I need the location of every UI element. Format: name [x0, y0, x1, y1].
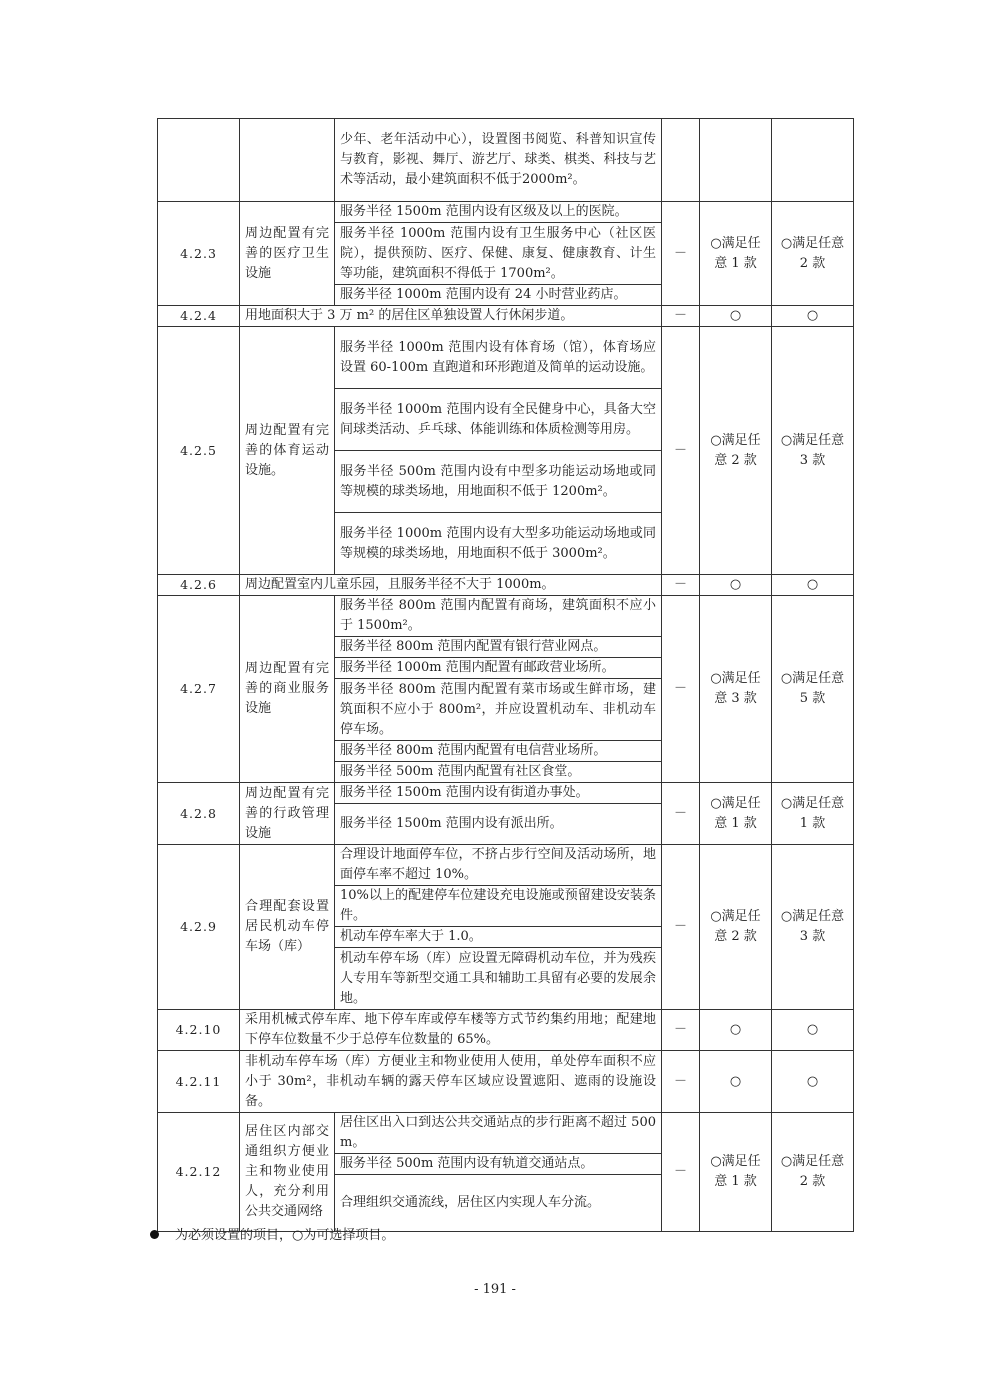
dash-cell: [662, 119, 700, 202]
basic-score-cell: [700, 119, 772, 202]
advanced-score-cell: ○: [772, 306, 854, 327]
basic-score-cell: ○: [700, 306, 772, 327]
advanced-score-cell: ○满足任意 2 款: [772, 202, 854, 306]
requirement-cell: 服务半径 1500m 范围内设有派出所。: [335, 804, 662, 845]
requirement-cell: 非机动车停车场（库）方便业主和物业使用人使用，单处停车面积不应小于 30m²，非机动车辆的露天停车区域应设置遮阳、遮雨的设施设备。: [240, 1051, 662, 1113]
dash-cell: －: [662, 1113, 700, 1232]
name-cell: [240, 119, 335, 202]
requirement-cell: 机动车停车率大于 1.0。: [335, 927, 662, 948]
requirement-cell: 服务半径 1000m 范围内配置有邮政营业场所。: [335, 658, 662, 679]
table-row-4-2-10: [158, 1010, 854, 1051]
item-code: 4.2.4: [158, 306, 240, 327]
evaluation-table: [157, 118, 854, 1232]
table-row-continuation: [158, 119, 854, 202]
footnote-text: 为必须设置的项目，○为可选择项目。: [175, 1228, 395, 1243]
advanced-score-cell: ○满足任意 5 款: [772, 596, 854, 783]
requirement-cell: 10%以上的配建停车位建设充电设施或预留建设安装条件。: [335, 886, 662, 927]
basic-score-cell: ○: [700, 1051, 772, 1113]
item-name: 居住区内部交通组织方便业主和物业使用人，充分利用公共交通网络: [240, 1113, 335, 1232]
item-code: 4.2.10: [158, 1010, 240, 1051]
filled-circle-icon: [150, 1230, 159, 1239]
requirement-cell: 少年、老年活动中心），设置图书阅览、科普知识宣传与教育，影视、舞厅、游艺厅、球类、棋类、科技与艺术等活动，最小建筑面积不低于2000m²。: [335, 119, 662, 202]
dash-cell: －: [662, 306, 700, 327]
basic-score-cell: ○满足任意 2 款: [700, 845, 772, 1010]
dash-cell: －: [662, 845, 700, 1010]
requirement-cell: 服务半径 1000m 范围内设有卫生服务中心（社区医院），提供预防、医疗、保健、康复、健康教育、计生等功能，建筑面积不得低于 1700m²。: [335, 223, 662, 285]
table-row-4-2-4: [158, 306, 854, 327]
page-number: - 191 -: [474, 1282, 516, 1297]
requirement-cell: 服务半径 1000m 范围内设有 24 小时营业药店。: [335, 285, 662, 306]
item-name: 周边配置有完善的行政管理设施: [240, 783, 335, 845]
requirement-cell: 服务半径 800m 范围内配置有商场，建筑面积不应小于 1500m²。: [335, 596, 662, 637]
item-name: 周边配置有完善的体育运动设施。: [240, 327, 335, 575]
item-name: 周边配置有完善的商业服务设施: [240, 596, 335, 783]
advanced-score-cell: [772, 119, 854, 202]
requirement-cell: 服务半径 1000m 范围内设有全民健身中心，具备大空间球类活动、乒乓球、体能训练和体质检测等用房。: [335, 389, 662, 451]
advanced-score-cell: ○: [772, 1051, 854, 1113]
basic-score-cell: ○满足任意 1 款: [700, 1113, 772, 1232]
table-row-4-2-7: [158, 596, 854, 637]
requirement-cell: 周边配置室内儿童乐园，且服务半径不大于 1000m。: [240, 575, 662, 596]
item-name: 周边配置有完善的医疗卫生设施: [240, 202, 335, 306]
requirement-cell: 居住区出入口到达公共交通站点的步行距离不超过 500m。: [335, 1113, 662, 1154]
item-code: 4.2.9: [158, 845, 240, 1010]
item-name: 合理配套设置居民机动车停车场（库）: [240, 845, 335, 1010]
advanced-score-cell: ○满足任意 1 款: [772, 783, 854, 845]
requirement-cell: 服务半径 800m 范围内配置有电信营业场所。: [335, 741, 662, 762]
item-code: 4.2.3: [158, 202, 240, 306]
item-code: 4.2.7: [158, 596, 240, 783]
item-code: 4.2.11: [158, 1051, 240, 1113]
requirement-cell: 服务半径 1000m 范围内设有大型多功能运动场地或同等规模的球类场地，用地面积不低于 3000m²。: [335, 513, 662, 575]
requirement-cell: 用地面积大于 3 万 m² 的居住区单独设置人行休闲步道。: [240, 306, 662, 327]
basic-score-cell: ○: [700, 1010, 772, 1051]
table-row-4-2-8: [158, 783, 854, 804]
basic-score-cell: ○满足任意 1 款: [700, 783, 772, 845]
requirement-cell: 服务半径 800m 范围内配置有银行营业网点。: [335, 637, 662, 658]
requirement-cell: 合理设计地面停车位，不挤占步行空间及活动场所，地面停车率不超过 10%。: [335, 845, 662, 886]
dash-cell: －: [662, 1051, 700, 1113]
table-row-4-2-5: [158, 327, 854, 389]
requirement-cell: 服务半径 500m 范围内配置有社区食堂。: [335, 762, 662, 783]
basic-score-cell: ○满足任意 1 款: [700, 202, 772, 306]
basic-score-cell: ○满足任意 2 款: [700, 327, 772, 575]
dash-cell: －: [662, 202, 700, 306]
requirement-cell: 服务半径 1500m 范围内设有街道办事处。: [335, 783, 662, 804]
dash-cell: －: [662, 1010, 700, 1051]
footnote: [150, 1226, 394, 1246]
item-code: 4.2.5: [158, 327, 240, 575]
item-code: 4.2.6: [158, 575, 240, 596]
basic-score-cell: ○满足任意 3 款: [700, 596, 772, 783]
table-row-4-2-12: [158, 1113, 854, 1154]
dash-cell: －: [662, 575, 700, 596]
dash-cell: －: [662, 327, 700, 575]
requirement-cell: 服务半径 500m 范围内设有轨道交通站点。: [335, 1154, 662, 1175]
requirement-cell: 合理组织交通流线，居住区内实现人车分流。: [335, 1175, 662, 1232]
advanced-score-cell: ○满足任意 3 款: [772, 845, 854, 1010]
requirement-cell: 采用机械式停车库、地下停车库或停车楼等方式节约集约用地；配建地下停车位数量不少于总停车位数量的 65%。: [240, 1010, 662, 1051]
item-code: 4.2.8: [158, 783, 240, 845]
table-row-4-2-11: [158, 1051, 854, 1113]
requirement-cell: 服务半径 500m 范围内设有中型多功能运动场地或同等规模的球类场地，用地面积不低于 1200m²。: [335, 451, 662, 513]
advanced-score-cell: ○满足任意 2 款: [772, 1113, 854, 1232]
code-cell: [158, 119, 240, 202]
requirement-cell: 服务半径 1000m 范围内设有体育场（馆），体育场应设置 60-100m 直跑道和环形跑道及简单的运动设施。: [335, 327, 662, 389]
requirement-cell: 服务半径 800m 范围内配置有菜市场或生鲜市场，建筑面积不应小于 800m²，并应设置机动车、非机动车停车场。: [335, 679, 662, 741]
table-row-4-2-3: [158, 202, 854, 223]
item-code: 4.2.12: [158, 1113, 240, 1232]
basic-score-cell: ○: [700, 575, 772, 596]
requirement-cell: 机动车停车场（库）应设置无障碍机动车位，并为残疾人专用车等新型交通工具和辅助工具留有必要的发展余地。: [335, 948, 662, 1010]
advanced-score-cell: ○满足任意 3 款: [772, 327, 854, 575]
table-row-4-2-6: [158, 575, 854, 596]
dash-cell: －: [662, 783, 700, 845]
table-row-4-2-9: [158, 845, 854, 886]
requirement-cell: 服务半径 1500m 范围内设有区级及以上的医院。: [335, 202, 662, 223]
dash-cell: －: [662, 596, 700, 783]
advanced-score-cell: ○: [772, 1010, 854, 1051]
advanced-score-cell: ○: [772, 575, 854, 596]
